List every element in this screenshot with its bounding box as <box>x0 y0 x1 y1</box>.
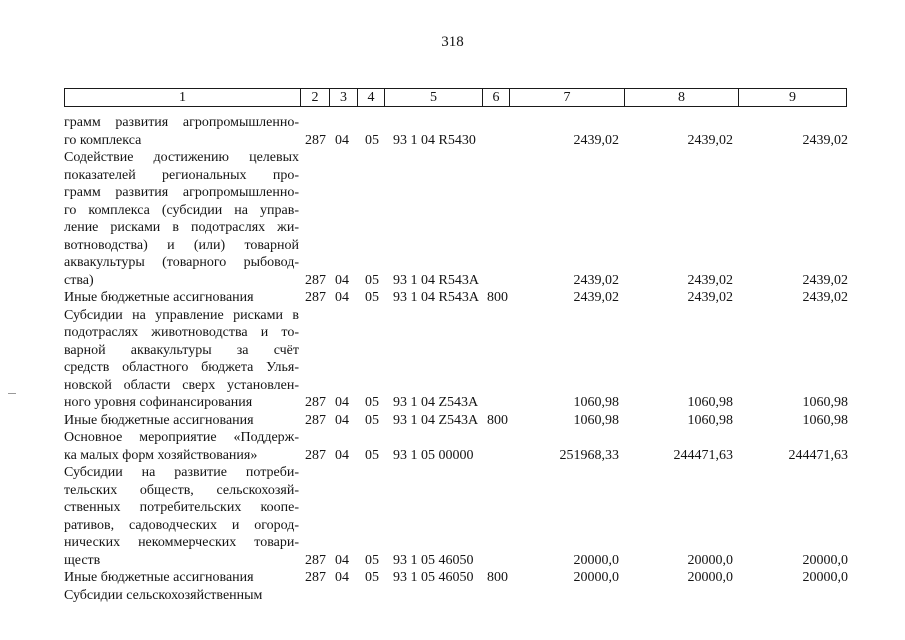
table-row <box>0 307 905 412</box>
row-description <box>64 149 299 289</box>
subsection-code: 05 <box>365 290 379 305</box>
description-line: новской области сверх установлен- <box>64 377 299 393</box>
amount-col-7: 20000,0 <box>573 570 619 585</box>
description-line: Субсидии на управление рисками в <box>64 307 299 323</box>
amount-col-8: 20000,0 <box>687 552 733 568</box>
amount-col-8: 20000,0 <box>687 570 733 585</box>
amount-col-9: 1060,98 <box>802 395 848 410</box>
description-line: грамм развития агропромышленно- <box>64 185 299 200</box>
description-line: ного уровня софинансирования <box>64 395 253 410</box>
chapter-code: 287 <box>305 412 326 428</box>
subsection-code: 05 <box>365 552 379 568</box>
amount-col-9: 244471,63 <box>788 447 848 463</box>
table-row <box>0 429 905 464</box>
target-article-code: 93 1 04 R543A <box>393 290 479 305</box>
description-line: показателей региональных про- <box>64 167 299 183</box>
target-article-code: 93 1 05 46050 <box>393 570 474 585</box>
expense-type-code: 800 <box>487 290 508 305</box>
col-header-2: 2 <box>301 89 330 106</box>
section-code: 04 <box>335 132 349 148</box>
description-line: средств областного бюджета Улья- <box>64 360 299 375</box>
chapter-code: 287 <box>305 395 326 410</box>
expense-type-code: 800 <box>487 412 508 428</box>
col-header-8: 8 <box>625 89 739 106</box>
description-line: ление рисками в подотраслях жи- <box>64 220 299 235</box>
col-header-7: 7 <box>510 89 625 106</box>
row-description <box>64 429 299 464</box>
table-row <box>0 587 905 605</box>
description-line: ка малых форм хозяйствования» <box>64 447 258 463</box>
description-line: Субсидии на развитие потреби- <box>64 465 299 480</box>
page-number: 318 <box>441 34 464 50</box>
description-line: Содействие достижению целевых <box>64 150 299 165</box>
target-article-code: 93 1 04 Z543A <box>393 412 479 428</box>
table-row <box>0 569 905 587</box>
row-description <box>64 289 299 307</box>
description-line: нических некоммерческих товари- <box>64 535 299 550</box>
description-line: тельских обществ, сельскохозяй- <box>64 482 299 498</box>
description-line: грамм развития агропромышленно- <box>64 115 299 130</box>
chapter-code: 287 <box>305 552 326 568</box>
row-description <box>64 307 299 412</box>
description-line: Иные бюджетные ассигнования <box>64 570 254 585</box>
amount-col-9: 20000,0 <box>802 570 848 585</box>
amount-col-8: 2439,02 <box>687 272 733 288</box>
amount-col-7: 1060,98 <box>573 412 619 428</box>
table-row <box>0 149 905 289</box>
amount-col-7: 20000,0 <box>573 552 619 568</box>
description-line: го комплекса <box>64 132 142 148</box>
col-header-5: 5 <box>385 89 483 106</box>
description-line: Основное мероприятие «Поддерж- <box>64 430 299 445</box>
row-description <box>64 569 299 587</box>
amount-col-8: 2439,02 <box>687 290 733 305</box>
subsection-code: 05 <box>365 132 379 148</box>
target-article-code: 93 1 04 R543A <box>393 272 479 288</box>
description-line: ративов, садоводческих и огород- <box>64 517 299 533</box>
section-code: 04 <box>335 395 349 410</box>
target-article-code: 93 1 05 00000 <box>393 447 474 463</box>
description-line: Иные бюджетные ассигнования <box>64 412 254 428</box>
row-description <box>64 412 299 430</box>
description-line: аквакультуры (товарного рыбовод- <box>64 255 299 270</box>
subsection-code: 05 <box>365 395 379 410</box>
table-row <box>0 464 905 569</box>
amount-col-8: 2439,02 <box>687 132 733 148</box>
table-row <box>0 114 905 149</box>
amount-col-7: 2439,02 <box>573 272 619 288</box>
description-line: Иные бюджетные ассигнования <box>64 290 254 305</box>
amount-col-9: 2439,02 <box>802 132 848 148</box>
scan-edge-mark <box>8 393 16 394</box>
chapter-code: 287 <box>305 447 326 463</box>
description-line: го комплекса (субсидии на управ- <box>64 202 299 218</box>
section-code: 04 <box>335 290 349 305</box>
target-article-code: 93 1 05 46050 <box>393 552 474 568</box>
section-code: 04 <box>335 447 349 463</box>
col-header-1: 1 <box>65 89 301 106</box>
section-code: 04 <box>335 412 349 428</box>
section-code: 04 <box>335 272 349 288</box>
amount-col-8: 244471,63 <box>673 447 733 463</box>
amount-col-7: 2439,02 <box>573 132 619 148</box>
amount-col-8: 1060,98 <box>687 412 733 428</box>
section-code: 04 <box>335 570 349 585</box>
row-description <box>64 114 299 149</box>
subsection-code: 05 <box>365 447 379 463</box>
col-header-6: 6 <box>483 89 510 106</box>
chapter-code: 287 <box>305 272 326 288</box>
amount-col-7: 1060,98 <box>573 395 619 410</box>
table-row <box>0 289 905 307</box>
description-line: вотноводства) и (или) товарной <box>64 237 299 253</box>
table-row <box>0 412 905 430</box>
chapter-code: 287 <box>305 290 326 305</box>
amount-col-7: 2439,02 <box>573 290 619 305</box>
amount-col-7: 251968,33 <box>559 447 619 463</box>
chapter-code: 287 <box>305 132 326 148</box>
row-description <box>64 464 299 569</box>
description-line: ства) <box>64 272 94 288</box>
expense-type-code: 800 <box>487 570 508 585</box>
col-header-4: 4 <box>358 89 385 106</box>
subsection-code: 05 <box>365 272 379 288</box>
amount-col-9: 2439,02 <box>802 272 848 288</box>
col-header-9: 9 <box>789 90 796 105</box>
description-line: ществ <box>64 552 101 568</box>
description-line: ственных потребительских коопе- <box>64 500 299 515</box>
subsection-code: 05 <box>365 412 379 428</box>
amount-col-9: 2439,02 <box>802 290 848 305</box>
subsection-code: 05 <box>365 570 379 585</box>
target-article-code: 93 1 04 R5430 <box>393 132 476 148</box>
amount-col-9: 1060,98 <box>802 412 848 428</box>
amount-col-9: 20000,0 <box>802 552 848 568</box>
amount-col-8: 1060,98 <box>687 395 733 410</box>
description-line: Субсидии сельскохозяйственным <box>64 587 263 603</box>
description-line: варной аквакультуры за счёт <box>64 342 299 358</box>
description-line: подотраслях животноводства и то- <box>64 325 299 340</box>
target-article-code: 93 1 04 Z543A <box>393 395 479 410</box>
section-code: 04 <box>335 552 349 568</box>
row-description <box>64 587 299 605</box>
col-header-3: 3 <box>330 89 358 106</box>
chapter-code: 287 <box>305 570 326 585</box>
